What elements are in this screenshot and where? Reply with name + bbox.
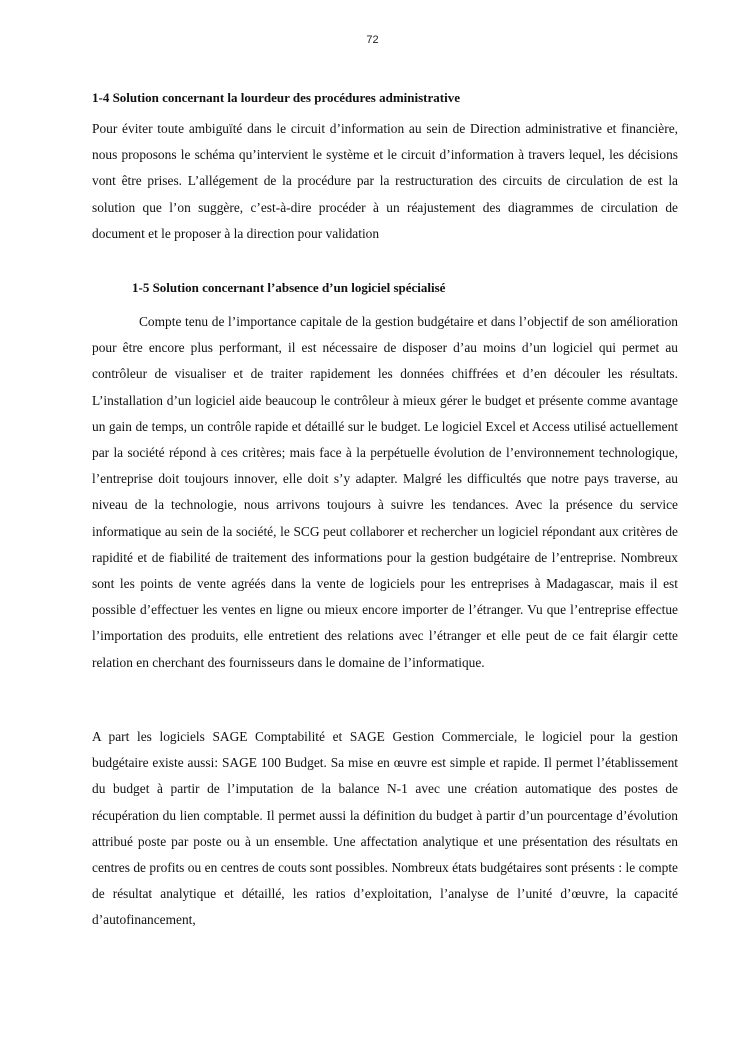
section-1-5-paragraph-1: Compte tenu de l’importance capitale de la gestion budgétaire et dans l’objectif de son amélioration pour être encore plus performant, il est nécessaire de disposer d’au moins d’un logiciel qui permet au contrôleur de visualiser et de traiter rapidement les données chiffrées et d’en découler les résultats. L’installation d’un logiciel aide beaucoup le contrôleur à mieux gérer le budget et présente comme avantage un gain de temps, un contrôle rapide et détaillé sur le budget. Le logiciel Excel et Access utilisé actuellement par la société répond à ces critères; mais face à la perpétuelle évolution de l’environnement technologique, l’entreprise doit toujours innover, elle doit s’y adapter. Malgré les difficultés que notre pays traverse, au niveau de la technologie, nous arrivons toujours à suivre les tendances. Avec la présence du service informatique au sein de la société, le SCG peut collaborer et rechercher un logiciel répondant aux critères de rapidité et de fiabilité de traitement des informations pour la gestion budgétaire de l’entreprise. Nombreux sont les points de vente agréés dans la vente de logiciels pour les entreprises à Madagascar, mais il est possible d’effectuer les ventes en ligne ou mieux encore importer de l’étranger. Vu que l’entreprise effectue l’importation des produits, elle entretient des relations avec l’étranger et elle peut de ce fait élargir cette relation en cherchant des fournisseurs dans le domaine de l’informatique. [92, 314, 678, 670]
section-1-4-paragraph: Pour éviter toute ambiguïté dans le circuit d’information au sein de Direction administrative et financière, nous proposons le schéma qu’intervient le système et le circuit d’information à travers lequel, les décisions vont être prises. L’allégement de la procédure par la restructuration des circuits de circulation de est la solution que l’on suggère, c’est-à-dire procéder à un réajustement des diagrammes de circulation de document et le proposer à la direction pour validation [92, 121, 678, 241]
section-heading-1-5: 1-5 Solution concernant l’absence d’un logiciel spécialisé [132, 280, 446, 295]
section-heading-1-4: 1-4 Solution concernant la lourdeur des procédures administrative [92, 90, 460, 105]
section-1-5-paragraph-2: A part les logiciels SAGE Comptabilité et SAGE Gestion Commerciale, le logiciel pour la gestion budgétaire existe aussi: SAGE 100 Budget. Sa mise en œuvre est simple et rapide. Il permet l’établissement du budget à partir de l’imputation de la balance N-1 avec une création automatique des postes de récupération du lien comptable. Il permet aussi la définition du budget à partir d’un pourcentage d’évolution attribué poste par poste ou à un ensemble. Une affectation analytique et une présentation des résultats en centres de profits ou en centres de couts sont possibles. Nombreux états budgétaires sont présents : le compte de résultat analytique et détaillé, les ratios d’exploitation, l’analyse de l’unité d’œuvre, la capacité d’autofinancement, [92, 729, 678, 928]
page-number: 72 [366, 34, 379, 46]
